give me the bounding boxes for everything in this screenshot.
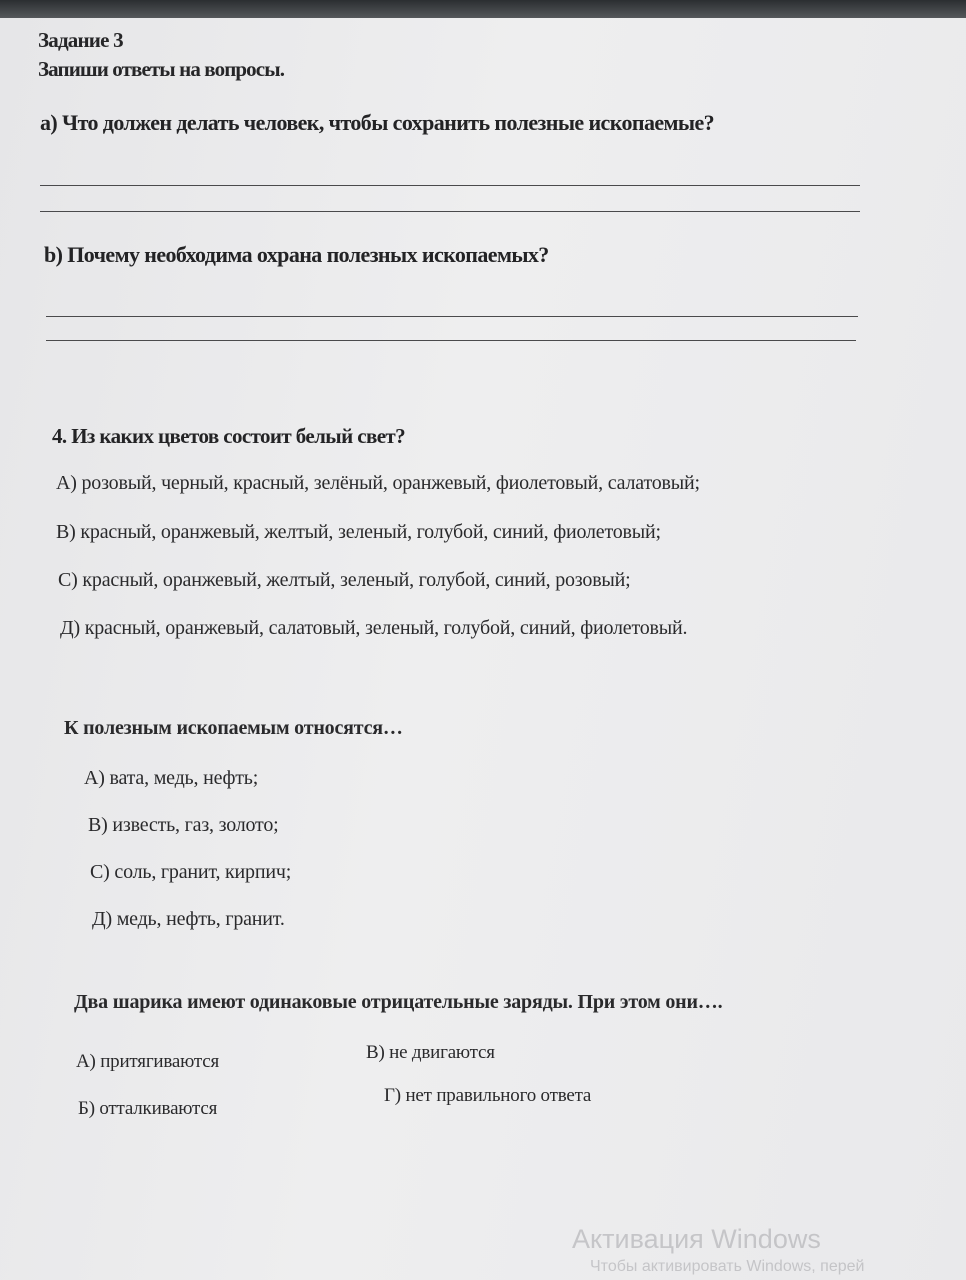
answer-line-b2 [46, 340, 856, 341]
q5-option-b: В) известь, газ, золото; [88, 814, 279, 836]
answer-line-a1 [40, 185, 860, 186]
q4-option-d: Д) красный, оранжевый, салатовый, зеленый, голубой, синий, фиолетовый. [60, 617, 688, 639]
monitor-bezel [0, 0, 966, 18]
q4-option-a: А) розовый, черный, красный, зелёный, оранжевый, фиолетовый, салатовый; [56, 472, 700, 494]
q4-option-c: С) красный, оранжевый, желтый, зеленый, голубой, синий, розовый; [58, 569, 631, 591]
question-6: Два шарика имеют одинаковые отрицательные заряды. При этом они…. [74, 991, 723, 1013]
q5-option-c: С) соль, гранит, кирпич; [90, 861, 292, 883]
question-5: К полезным ископаемым относятся… [64, 717, 403, 739]
question-a: а) Что должен делать человек, чтобы сохранить полезные ископаемые? [40, 110, 715, 135]
q4-option-b: В) красный, оранжевый, желтый, зеленый, голубой, синий, фиолетовый; [56, 521, 661, 543]
activation-watermark-title: Активация Windows [572, 1224, 821, 1254]
question-4: 4. Из каких цветов состоит белый свет? [52, 424, 406, 448]
q6-option-b: Б) отталкиваются [78, 1098, 218, 1119]
answer-line-b1 [46, 316, 858, 317]
answer-line-a2 [40, 211, 860, 212]
task-instruction: Запиши ответы на вопросы. [38, 57, 285, 81]
task-title: Задание 3 [38, 28, 123, 52]
q6-option-g: Г) нет правильного ответа [384, 1085, 592, 1106]
q5-option-d: Д) медь, нефть, гранит. [92, 908, 285, 930]
q6-option-a: А) притягиваются [76, 1051, 219, 1072]
q5-option-a: А) вата, медь, нефть; [84, 767, 259, 789]
activation-watermark-subtitle: Чтобы активировать Windows, перей [590, 1258, 865, 1275]
q6-option-v: В) не двигаются [366, 1042, 495, 1063]
question-b: b) Почему необходима охрана полезных ископаемых? [44, 242, 549, 267]
